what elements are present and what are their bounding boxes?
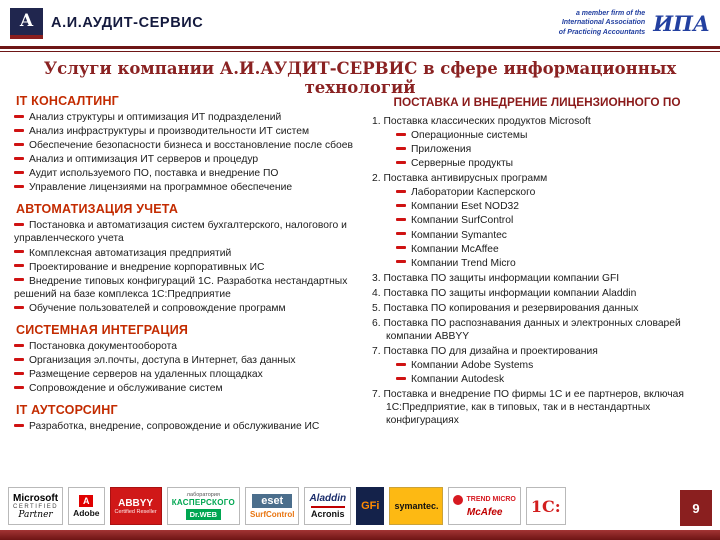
trendmicro-mcafee-logos — [448, 487, 520, 525]
sub-bullet-item-text: Компании Trend Micro — [411, 257, 516, 269]
numbered-item — [372, 302, 710, 315]
adobe-wordmark: Adobe — [73, 507, 100, 518]
sub-bullet-item-text: Серверные продукты — [411, 158, 514, 170]
bullet-item — [14, 219, 362, 245]
bullet-item-text: Обучение пользователей и сопровождение программ — [29, 302, 286, 314]
numbered-item-text: Поставка ПО копирования и резервирования данных — [383, 302, 639, 314]
aladdin-acronis-logos — [304, 487, 351, 525]
section-heading: IT КОНСАЛТИНГ — [16, 94, 119, 108]
item-number: 2. — [372, 173, 384, 185]
sub-bullet-item — [396, 359, 710, 372]
bullet-item-text: Сопровождение и обслуживание систем — [29, 383, 223, 394]
drweb-wordmark: Dr.WEB — [186, 509, 222, 520]
ipa-member-text — [559, 9, 645, 36]
dash-bullet-icon — [14, 278, 24, 281]
dash-bullet-icon — [14, 143, 24, 146]
numbered-item-text: Поставка ПО для дизайна и проектирования — [383, 346, 598, 357]
item-number: 6. — [372, 317, 384, 329]
numbered-item-text: Поставка антивирусных программ — [383, 173, 548, 185]
sub-bullet-item — [396, 243, 710, 256]
bullet-item-text: Анализ структуры и оптимизация ИТ подразделений — [29, 112, 282, 123]
ipa-member-line1: a member firm of the — [575, 10, 646, 18]
bullet-item-text: Разработка, внедрение, сопровождение и обслуживание ИС — [29, 421, 320, 433]
trend-micro-ball-icon — [453, 495, 463, 505]
sub-bullet-item — [396, 129, 710, 142]
header-divider — [0, 46, 720, 52]
microsoft-partner-text: Partner — [18, 509, 53, 520]
company-name: А.И.АУДИТ-СЕРВИС — [51, 15, 204, 31]
bullet-item-text: Комплексная автоматизация предприятий — [29, 247, 232, 259]
sub-bullet-item-text: Компании Eset NOD32 — [411, 201, 519, 213]
dash-bullet-icon — [14, 264, 24, 267]
dash-bullet-icon — [396, 218, 406, 221]
company-logo — [10, 8, 203, 39]
dash-bullet-icon — [396, 246, 406, 249]
numbered-item — [372, 272, 710, 285]
right-column-heading: ПОСТАВКА И ВНЕДРЕНИЕ ЛИЦЕНЗИОННОГО ПО — [393, 95, 681, 109]
abbyy-wordmark: ABBYY — [118, 497, 154, 509]
dash-bullet-icon — [396, 204, 406, 207]
sub-bullet-item — [396, 143, 710, 156]
bullet-item-text: Постановка и автоматизация систем бухгалтерского, налогового и управленческого учета — [14, 220, 347, 245]
bullet-item — [14, 302, 362, 315]
sub-bullet-item — [396, 186, 710, 199]
item-number: 4. — [372, 287, 384, 299]
right-column — [364, 94, 710, 428]
kaspersky-lab-text: лаборатория — [186, 492, 220, 498]
gfi-wordmark: GFi — [361, 500, 380, 512]
ipa-block — [559, 9, 710, 36]
dash-bullet-icon — [396, 232, 406, 235]
bullet-item — [14, 368, 362, 381]
aladdin-wordmark: Aladdin — [309, 493, 347, 504]
numbered-item-text: Поставка и внедрение ПО фирмы 1С и ее партнеров, включая 1С:Предприятие, как в типовых, так и в нестандартных конфигурациях — [383, 389, 684, 427]
dash-bullet-icon — [14, 115, 24, 118]
abbyy-logo — [110, 487, 162, 525]
numbered-item-text: Поставка классических продуктов Microsoft — [383, 116, 591, 127]
surfcontrol-wordmark: SurfControl — [250, 509, 295, 519]
dash-bullet-icon — [14, 157, 24, 160]
dash-bullet-icon — [14, 372, 24, 375]
bullet-item-text: Постановка документооборота — [29, 340, 177, 352]
bullet-item — [14, 153, 362, 166]
dash-bullet-icon — [14, 306, 24, 309]
dash-bullet-icon — [396, 147, 406, 150]
sub-bullet-item — [396, 214, 710, 227]
microsoft-certified-partner-logo — [8, 487, 63, 525]
bullet-item — [14, 382, 362, 395]
item-number: 1. — [372, 116, 384, 127]
kaspersky-drweb-logos — [167, 487, 240, 525]
dash-bullet-icon — [396, 363, 406, 366]
adobe-logo — [68, 487, 104, 525]
mcafee-wordmark: McAfee — [466, 506, 503, 518]
section-heading: АВТОМАТИЗАЦИЯ УЧЕТА — [16, 202, 179, 217]
bullet-item-text: Внедрение типовых конфигураций 1С. Разработка нестандартных решений на базе комплекса 1С:Предприятие — [14, 275, 348, 300]
dash-bullet-icon — [14, 185, 24, 188]
sub-bullet-item-text: Компании Autodesk — [411, 374, 505, 386]
dash-bullet-icon — [14, 223, 24, 226]
numbered-item — [372, 388, 710, 427]
dash-bullet-icon — [396, 260, 406, 263]
ipa-logo: ИПА — [653, 10, 710, 36]
section-heading: СИСТЕМНАЯ ИНТЕГРАЦИЯ — [16, 322, 189, 337]
bullet-item-text: Обеспечение безопасности бизнеса и восстановление после сбоев — [29, 140, 353, 152]
numbered-item-text: Поставка ПО распознавания данных и электронных словарей компании ABBYY — [383, 317, 681, 342]
microsoft-certified-text: CERTIFIED — [13, 503, 59, 510]
bullet-item-text: Анализ инфраструктуры и производительности ИТ систем — [29, 126, 310, 138]
dash-bullet-icon — [14, 171, 24, 174]
left-column — [14, 94, 362, 434]
dash-bullet-icon — [396, 190, 406, 193]
page-title: Услуги компании А.И.АУДИТ-СЕРВИС в сфере информационных технологий — [43, 59, 677, 97]
sub-bullet-item — [396, 229, 710, 242]
trend-micro-wordmark: TREND MICRO — [466, 495, 516, 503]
bullet-item — [14, 167, 362, 180]
bullet-item-text: Проектирование и внедрение корпоративных ИС — [29, 261, 265, 273]
item-number: 7. — [372, 389, 384, 401]
dash-bullet-icon — [14, 344, 24, 347]
numbered-item — [372, 172, 710, 185]
bullet-item — [14, 261, 362, 274]
company-logo-icon: А — [10, 8, 43, 39]
bullet-item — [14, 275, 362, 301]
bullet-item — [14, 340, 362, 353]
sub-bullet-item — [396, 200, 710, 213]
symantec-wordmark: symantec. — [394, 501, 439, 511]
numbered-item — [372, 317, 710, 343]
bullet-item — [14, 181, 362, 194]
bullet-item — [14, 354, 362, 367]
symantec-logo — [389, 487, 443, 525]
sub-bullet-item — [396, 373, 710, 386]
header — [0, 0, 720, 46]
bullet-item — [14, 247, 362, 260]
numbered-item-text: Поставка ПО защиты информации компании Aladdin — [383, 287, 637, 299]
bullet-item-text: Организация эл.почты, доступа в Интернет, баз данных — [29, 354, 296, 366]
right-list — [364, 115, 710, 427]
sub-bullet-item-text: Компании SurfControl — [411, 215, 514, 227]
numbered-item — [372, 345, 710, 358]
bullet-item-text: Размещение серверов на удаленных площадках — [29, 368, 263, 380]
dash-bullet-icon — [396, 161, 406, 164]
bullet-item — [14, 125, 362, 138]
trend-micro-logo — [453, 495, 515, 505]
dash-bullet-icon — [14, 129, 24, 132]
ipa-member-line2: International Association — [561, 19, 646, 27]
page-number: 9 — [680, 490, 712, 526]
dash-bullet-icon — [396, 377, 406, 380]
kaspersky-wordmark: КАСПЕРСКОГО — [171, 498, 235, 507]
sub-bullet-item-text: Приложения — [411, 144, 472, 156]
dash-bullet-icon — [396, 133, 406, 136]
sub-bullet-item-text: Компании Adobe Systems — [411, 360, 534, 372]
bullet-item — [14, 420, 362, 433]
1c-logo — [526, 487, 566, 525]
item-number: 7. — [372, 346, 384, 357]
dash-bullet-icon — [14, 386, 24, 389]
bullet-item — [14, 111, 362, 124]
ipa-member-line3: of Practicing Accountants — [558, 28, 646, 36]
bullet-item-text: Управление лицензиями на программное обеспечение — [29, 182, 293, 194]
sub-bullet-item-text: Операционные системы — [411, 130, 528, 142]
item-number: 3. — [372, 272, 384, 284]
sub-bullet-item-text: Лаборатории Касперского — [411, 187, 536, 199]
eset-wordmark: eset — [252, 494, 292, 508]
sub-bullet-item-text: Компании Symantec — [411, 229, 507, 241]
numbered-item — [372, 287, 710, 300]
numbered-item-text: Поставка ПО защиты информации компании GFI — [383, 272, 620, 284]
item-number: 5. — [372, 302, 384, 314]
sub-bullet-item-text: Компании McAffee — [411, 243, 499, 255]
bullet-item-text: Анализ и оптимизация ИТ серверов и процедур — [29, 154, 259, 166]
eset-surfcontrol-logos — [245, 487, 299, 525]
dash-bullet-icon — [14, 424, 24, 427]
sub-bullet-item — [396, 257, 710, 270]
sub-bullet-item — [396, 157, 710, 170]
acronis-wordmark: Acronis — [311, 506, 345, 519]
1c-wordmark: 1С: — [530, 496, 561, 516]
section-heading: IT АУТСОРСИНГ — [16, 403, 118, 418]
bullet-item-text: Аудит используемого ПО, поставка и внедрение ПО — [29, 168, 279, 180]
adobe-icon: A — [79, 495, 93, 507]
microsoft-wordmark: Microsoft — [13, 492, 59, 504]
dash-bullet-icon — [14, 250, 24, 253]
bottom-bar — [0, 530, 720, 540]
dash-bullet-icon — [14, 358, 24, 361]
abbyy-certified-reseller-text: Certified Reseller — [114, 508, 157, 515]
numbered-item — [372, 115, 710, 128]
partner-logo-strip — [8, 484, 674, 528]
bullet-item — [14, 139, 362, 152]
gfi-logo — [356, 487, 384, 525]
